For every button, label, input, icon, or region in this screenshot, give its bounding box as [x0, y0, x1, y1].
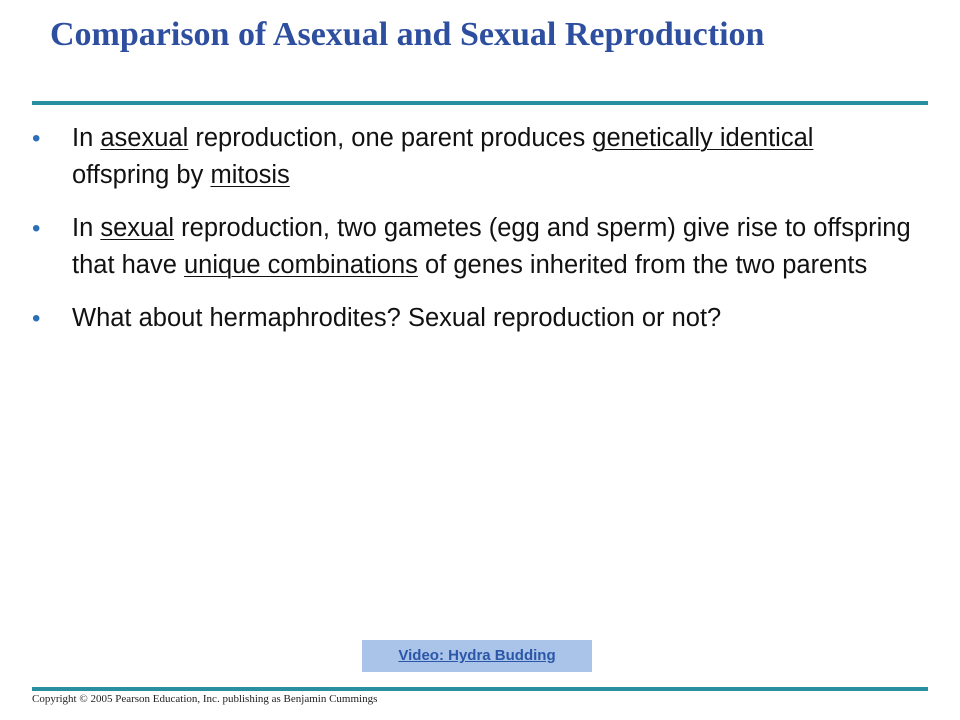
term-sexual: sexual — [100, 214, 175, 242]
bullet-list — [32, 120, 912, 353]
copyright-text: Copyright © 2005 Pearson Education, Inc. publishing as Benjamin Cummings — [32, 693, 378, 705]
slide-title: Comparison of Asexual and Sexual Reproduction — [50, 16, 765, 53]
title-divider — [32, 101, 928, 105]
bullet-item: • In sexual reproduction, two gametes (egg and sperm) give rise to offspring that have unique combinations of genes inherited from the two parents — [32, 210, 912, 284]
bullet-marker: • — [32, 305, 41, 332]
term-unique-combinations: unique combinations — [184, 251, 418, 279]
video-link-button[interactable]: Video: Hydra Budding — [362, 640, 592, 672]
term-asexual: asexual — [100, 124, 189, 152]
bullet-item: • In asexual reproduction, one parent produces genetically identical offspring by mitosis — [32, 120, 912, 194]
footer-divider — [32, 687, 928, 691]
bullet-item: • What about hermaphrodites? Sexual reproduction or not? — [32, 300, 912, 337]
term-genetically-identical: genetically identical — [592, 124, 814, 152]
bullet-marker: • — [32, 215, 41, 242]
term-mitosis: mitosis — [210, 161, 290, 189]
bullet-marker: • — [32, 125, 41, 152]
